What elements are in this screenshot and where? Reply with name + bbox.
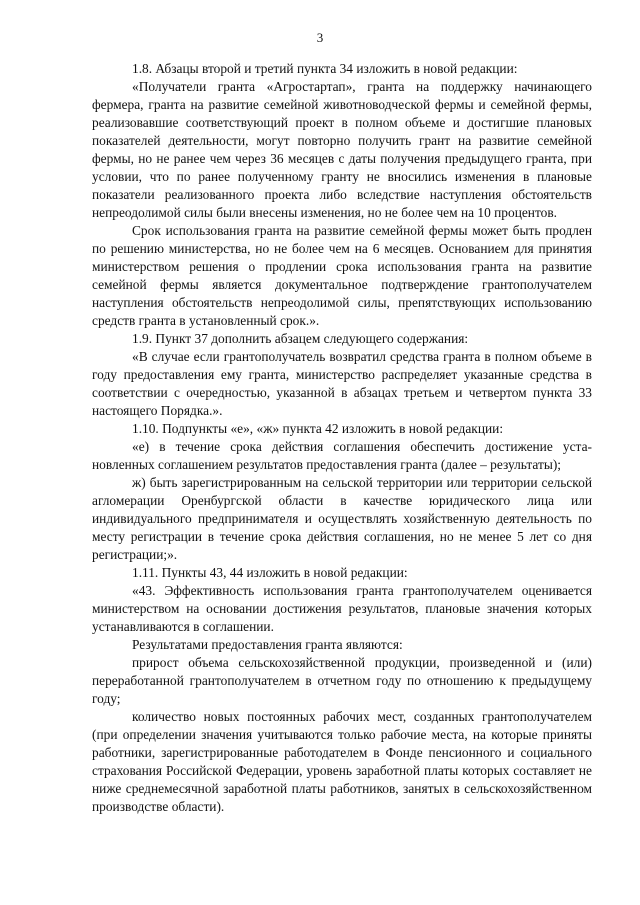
- paragraph-result-production-growth: прирост объема сельскохозяйственной продукции, произведенной и (или) переработанной грантополучателем в отчетном году по отношению к предыдущему году;: [92, 655, 592, 706]
- paragraph-subclause-zh: ж) быть зарегистрированным на сельской территории или территории сельской агломерации Оренбургской области в качестве юридического лица или индивидуального предпринимателя и осуществлять хозяйственную деятельность по месту регистрации в течение срока действия соглашения, но не менее 5 лет со дня регистрации;».: [92, 475, 592, 562]
- paragraph-grant-recipients: «Получатели гранта «Агростартап», гранта на поддержку начинающего фермера, гранта на развитие семейной животноводческой фермы и семейной фермы, реализовавшие соответствующий проект в полном объеме и достигшие плановых показателей деятельности, могут повторно получить грант на развитие семейной фермы, но не ранее чем через 36 месяцев с даты получения предыдущего гранта, при условии, что по ранее полученному гранту не вносились изменения в плановые показатели реализованного проекта либо вследствие наступления обстоятельств непреодолимой силы были внесены изменения, но не более чем на 10 процентов.: [92, 79, 592, 220]
- paragraph-grant-term: Срок использования гранта на развитие семейной фермы может быть продлен по решению министерства, но не более чем на 6 месяцев. Основанием для принятия министерством решения о продлении срока использования гранта на развитие семейной фермы является документальное подтверждение грантополучателем наступления обстоятельств непреодолимой силы, препятствующих использованию средств гранта в установленный срок.».: [92, 223, 592, 328]
- paragraph-subclause-e: «е) в течение срока действия соглашения обеспечить достижение установленных соглашением результатов предоставления гранта (далее – результаты);: [92, 439, 592, 472]
- paragraph-result-new-jobs: количество новых постоянных рабочих мест, созданных грантополучателем (при определении значения учитываются только рабочие места, на которые приняты работники, зарегистрированные работодателем в Фонде пенсионного и социального страхования Российской Федерации, уровень заработной платы которых составляет не ниже среднемесячной заработной платы работников, занятых в сельскохозяйственном производстве области).: [92, 709, 592, 814]
- paragraph-clause-1-11: 1.11. Пункты 43, 44 изложить в новой редакции:: [132, 565, 408, 580]
- paragraph-clause-1-10: 1.10. Подпункты «е», «ж» пункта 42 изложить в новой редакции:: [132, 421, 504, 436]
- paragraph-clause-1-9: 1.9. Пункт 37 дополнить абзацем следующего содержания:: [132, 331, 469, 346]
- paragraph-results-heading: Результатами предоставления гранта являются:: [132, 637, 403, 652]
- paragraph-clause-43: «43. Эффективность использования гранта грантополучателем оценивается министерством на основании достижения результатов, плановые значения которых устанавливаются в соглашении.: [92, 583, 592, 634]
- document-body: [92, 60, 592, 816]
- page-number: 3: [316, 30, 324, 45]
- paragraph-clause-1-8: 1.8. Абзацы второй и третий пункта 34 изложить в новой редакции:: [132, 61, 518, 76]
- paragraph-grant-return: «В случае если грантополучатель возвратил средства гранта в полном объеме в году предоставления ему гранта, министерство распределяет указанные средства в соответствии с очередностью, указанной в абзацах третьем и четвертом пункта 33 настоящего Порядка.».: [92, 349, 592, 418]
